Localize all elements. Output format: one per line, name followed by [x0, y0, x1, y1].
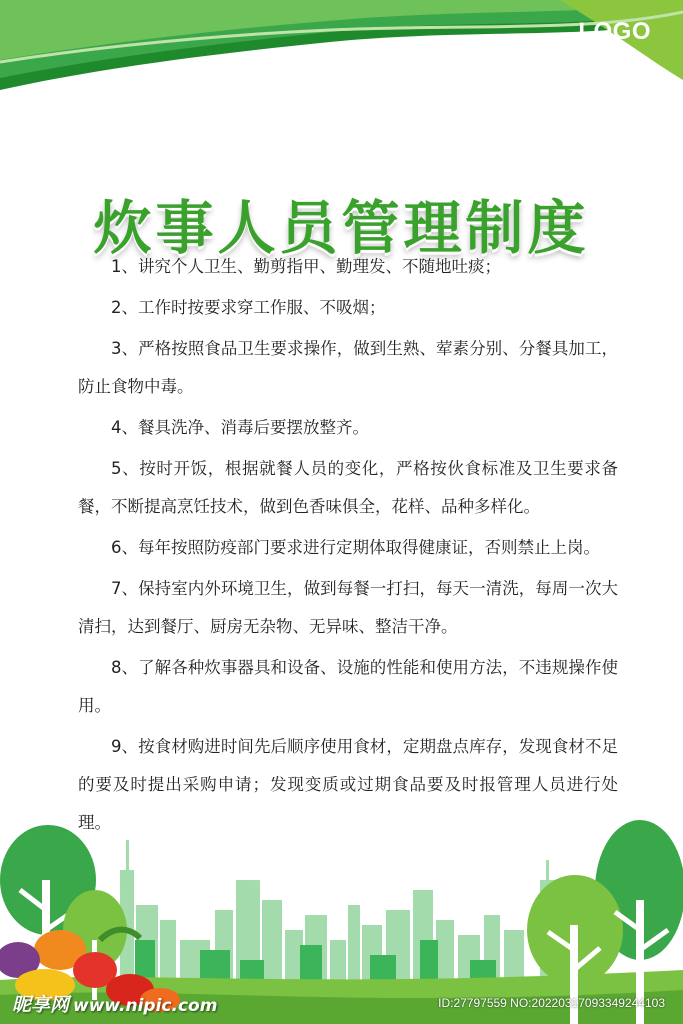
rule-item: 8、了解各种炊事器具和设备、设施的性能和使用方法，不违规操作使用。: [78, 658, 618, 715]
rule-item: 9、按食材购进时间先后顺序使用食材，定期盘点库存，发现食材不足的要及时提出采购申请；发现变质或过期食品要及时报管理人员进行处理。: [78, 737, 618, 832]
rule-item: 3、严格按照食品卫生要求操作，做到生熟、荤素分别、分餐具加工，防止食物中毒。: [78, 339, 618, 396]
logo: LOGO: [578, 18, 651, 45]
rule-item: 6、每年按照防疫部门要求进行定期体取得健康证，否则禁止上岗。: [111, 538, 600, 557]
rule-item: 5、按时开饭，根据就餐人员的变化，严格按伙食标准及卫生要求备餐，不断提高烹饪技术，做到色香味俱全，花样、品种多样化。: [78, 459, 618, 516]
rule-item: 2、工作时按要求穿工作服、不吸烟；: [111, 298, 386, 317]
rule-item: 7、保持室内外环境卫生，做到每餐一打扫，每天一清洗，每周一次大清扫，达到餐厅、厨房无杂物、无异味、整洁干净。: [78, 579, 618, 636]
watermark-site-url: www.nipic.com: [73, 996, 218, 1016]
page-title: 炊事人员管理制度: [93, 193, 590, 262]
watermark-image-id: ID:27797559 NO:20220317093349244103: [438, 996, 665, 1010]
watermark-site-name: 昵享网: [12, 994, 70, 1016]
rules-list: [78, 248, 618, 845]
rule-item: 4、餐具洗净、消毒后要摆放整齐。: [111, 418, 369, 437]
rule-item: 1、讲究个人卫生、勤剪指甲、勤理发、不随地吐痰；: [111, 257, 501, 276]
watermark-site-logo: [12, 990, 217, 1017]
